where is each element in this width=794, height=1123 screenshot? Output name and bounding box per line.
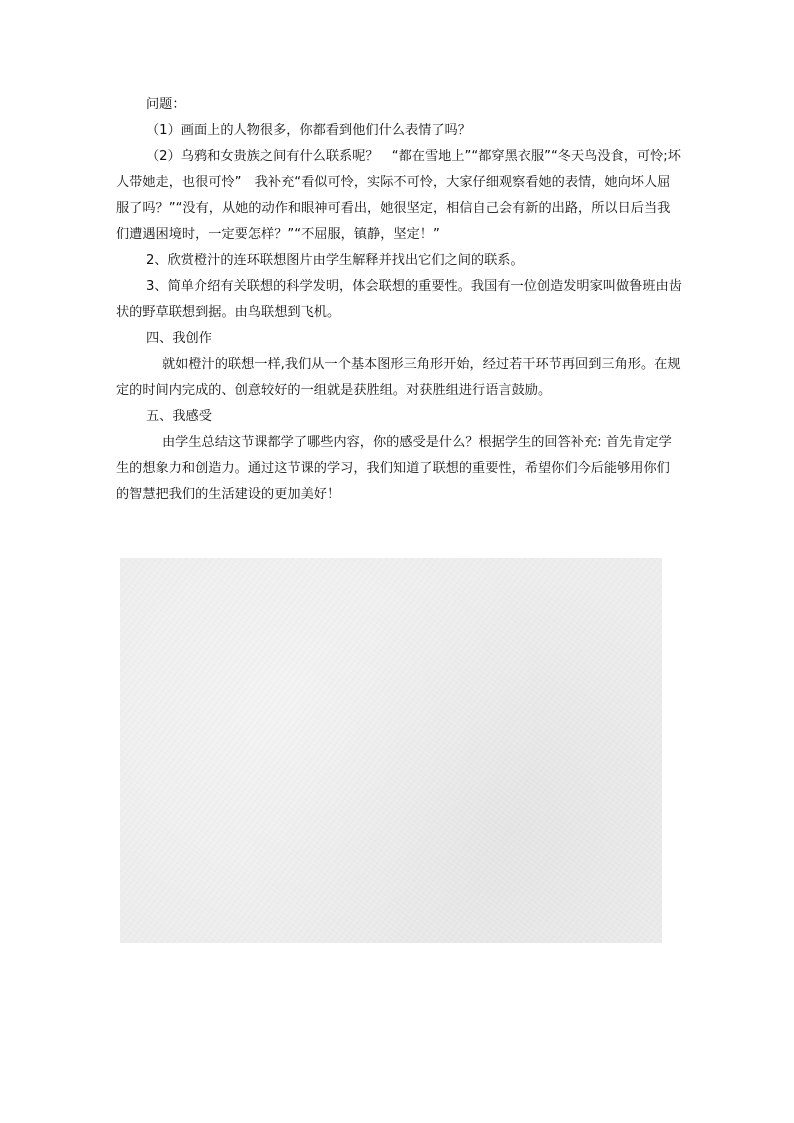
- step-3-paragraph: 3、简单介绍有关联想的科学发明，体会联想的重要性。我国有一位创造发明家叫做鲁班由齿状的野草联想到据。由鸟联想到飞机。: [116, 279, 682, 320]
- question-2: （2）乌鸦和女贵族之间有什么联系呢？ “都在雪地上”“都穿黑衣服”“冬天鸟没食，可怜;坏人带她走，也很可怜” 我补充“看似可怜，实际不可怜，大家仔细观察看她的表情，她向坏人屈服了吗？”“没有，从她的动作和眼神可看出，她很坚定，相信自己会有新的出路，所以日后当我们遭遇困境时，一定要怎样？”“不屈服，镇静，坚定！”: [116, 149, 681, 242]
- question-1: （1）画面上的人物很多，你都看到他们什么表情了吗？: [146, 123, 471, 138]
- step-2-paragraph: 2、欣赏橙汁的连环联想图片由学生解释并找出它们之间的联系。: [146, 253, 524, 268]
- section-heading-feel: 五、我感受: [146, 409, 212, 424]
- gray-textured-image: [120, 558, 662, 943]
- feel-paragraph: 由学生总结这节课都学了哪些内容，你的感受是什么？根据学生的回答补充: 首先肯定学生的想象力和创造力。通过这节课的学习，我们知道了联想的重要性，希望你们今后能够用你们的智慧把我们的生活建设的更加美好！: [116, 435, 672, 502]
- section-heading-create: 四、我创作: [146, 331, 212, 346]
- question-heading: 问题：: [146, 97, 186, 112]
- create-paragraph: 就如橙汁的联想一样,我们从一个基本图形三角形开始，经过若干环节再回到三角形。在规定的时间内完成的、创意较好的一组就是获胜组。对获胜组进行语言鼓励。: [116, 357, 681, 398]
- document-body: [116, 92, 682, 508]
